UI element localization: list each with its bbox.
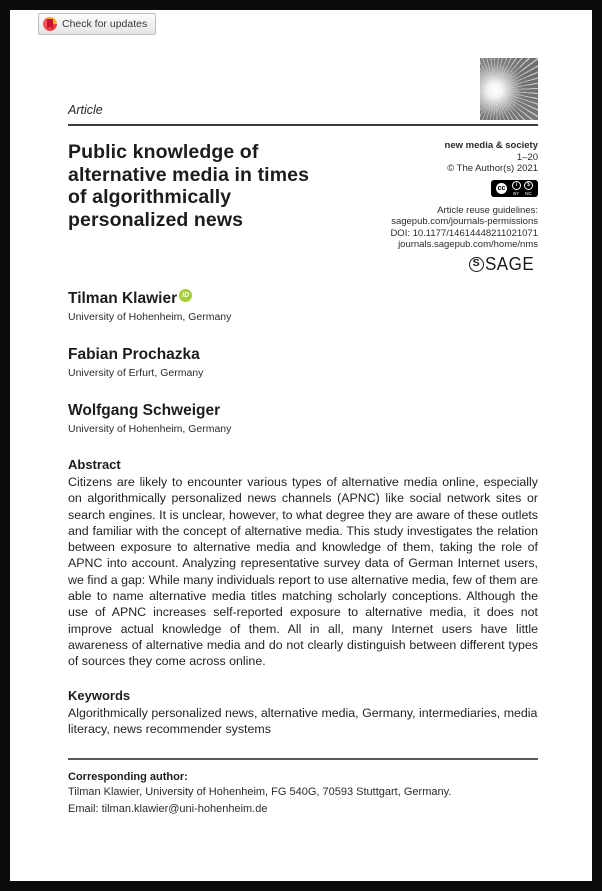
page-range: 1–20: [516, 151, 538, 163]
author-block: [68, 289, 231, 323]
author-block: [68, 346, 231, 379]
journal-cover-image: [480, 58, 538, 120]
abstract-heading: Abstract: [68, 457, 121, 472]
page-title: [68, 141, 418, 231]
author-affiliation: University of Erfurt, Germany: [68, 367, 204, 380]
corresponding-author-email[interactable]: Email: tilman.klawier@uni-hohenheim.de: [68, 802, 268, 815]
article-page: [10, 10, 592, 881]
journal-name: new media & society: [444, 140, 538, 151]
sage-publisher-logo: [469, 253, 538, 275]
journal-home-link[interactable]: journals.sagepub.com/home/nms: [398, 239, 538, 250]
title-line: alternative media in times: [68, 163, 310, 186]
check-for-updates-label: Check for updates: [62, 18, 148, 30]
corresponding-author-section: [68, 771, 538, 816]
reuse-guidelines-label: Article reuse guidelines:: [437, 204, 538, 216]
doi-line[interactable]: DOI: 10.1177/14614448211021071: [390, 227, 538, 239]
footer-divider: [68, 758, 538, 760]
article-type-label: Article: [68, 103, 103, 117]
author-name: Fabian Prochazka: [68, 346, 200, 364]
cc-by-person-icon: i: [512, 181, 521, 190]
corresponding-author-heading: Corresponding author:: [68, 771, 188, 783]
orcid-id-icon[interactable]: iD: [179, 289, 192, 302]
keywords-heading: Keywords: [68, 688, 131, 703]
cc-nc-dollar-icon: $: [524, 181, 533, 190]
corresponding-author-address: Tilman Klawier, University of Hohenheim, FG 540G, 70593 Stuttgart, Germany.: [68, 786, 452, 798]
cc-by-nc-license-badge[interactable]: [491, 180, 538, 197]
title-line: Public knowledge of: [68, 141, 259, 163]
author-name: Wolfgang Schweiger: [68, 402, 221, 420]
cc-nc-label: NC: [525, 190, 532, 196]
journal-meta: [390, 140, 538, 275]
author-name: [68, 289, 231, 308]
title-line: personalized news: [68, 208, 244, 231]
header-divider: [68, 124, 538, 126]
title-line: of algorithmically: [68, 186, 232, 208]
author-list: [68, 289, 231, 458]
author-block: [68, 402, 231, 435]
check-for-updates-button[interactable]: [38, 13, 156, 35]
cc-by-label: BY: [513, 190, 520, 196]
author-affiliation: University of Hohenheim, Germany: [68, 311, 232, 324]
sage-s-icon: S: [469, 257, 484, 272]
keywords-text: Algorithmically personalized news, alternative media, Germany, intermediaries, media literacy, news recommender systems: [68, 706, 538, 737]
sage-wordmark: SAGE: [484, 253, 534, 275]
copyright-line: © The Author(s) 2021: [447, 163, 538, 174]
author-affiliation: University of Hohenheim, Germany: [68, 423, 232, 436]
cc-icon: cc: [497, 184, 506, 192]
crossmark-icon: [43, 17, 57, 31]
abstract-text: Citizens are likely to encounter various types of alternative media online, especially on algorithmically personalized news channels (APNC) like social network sites or search engines. It is unclear, however, to what degree they are aware of these outlets and familiar with the concept of alternative media. This study investigates the relation between exposure to alternative media and knowledge of them, taking the role of APNC into account. Analyzing representative survey data of German Internet users, we find a gap: While many individuals report to use alternative media, few of them are able to name alternative media titles matching scholarly conceptions. Although the use of APNC increases self-reported exposure to alternative media, it does not improve actual knowledge of them. All in all, many Internet users have little awareness of alternative media and do not clearly distinguish between different types of sources they come across online.: [68, 475, 538, 669]
author-name-text: Tilman Klawier: [68, 290, 178, 308]
permissions-link[interactable]: sagepub.com/journals-permissions: [391, 216, 538, 227]
